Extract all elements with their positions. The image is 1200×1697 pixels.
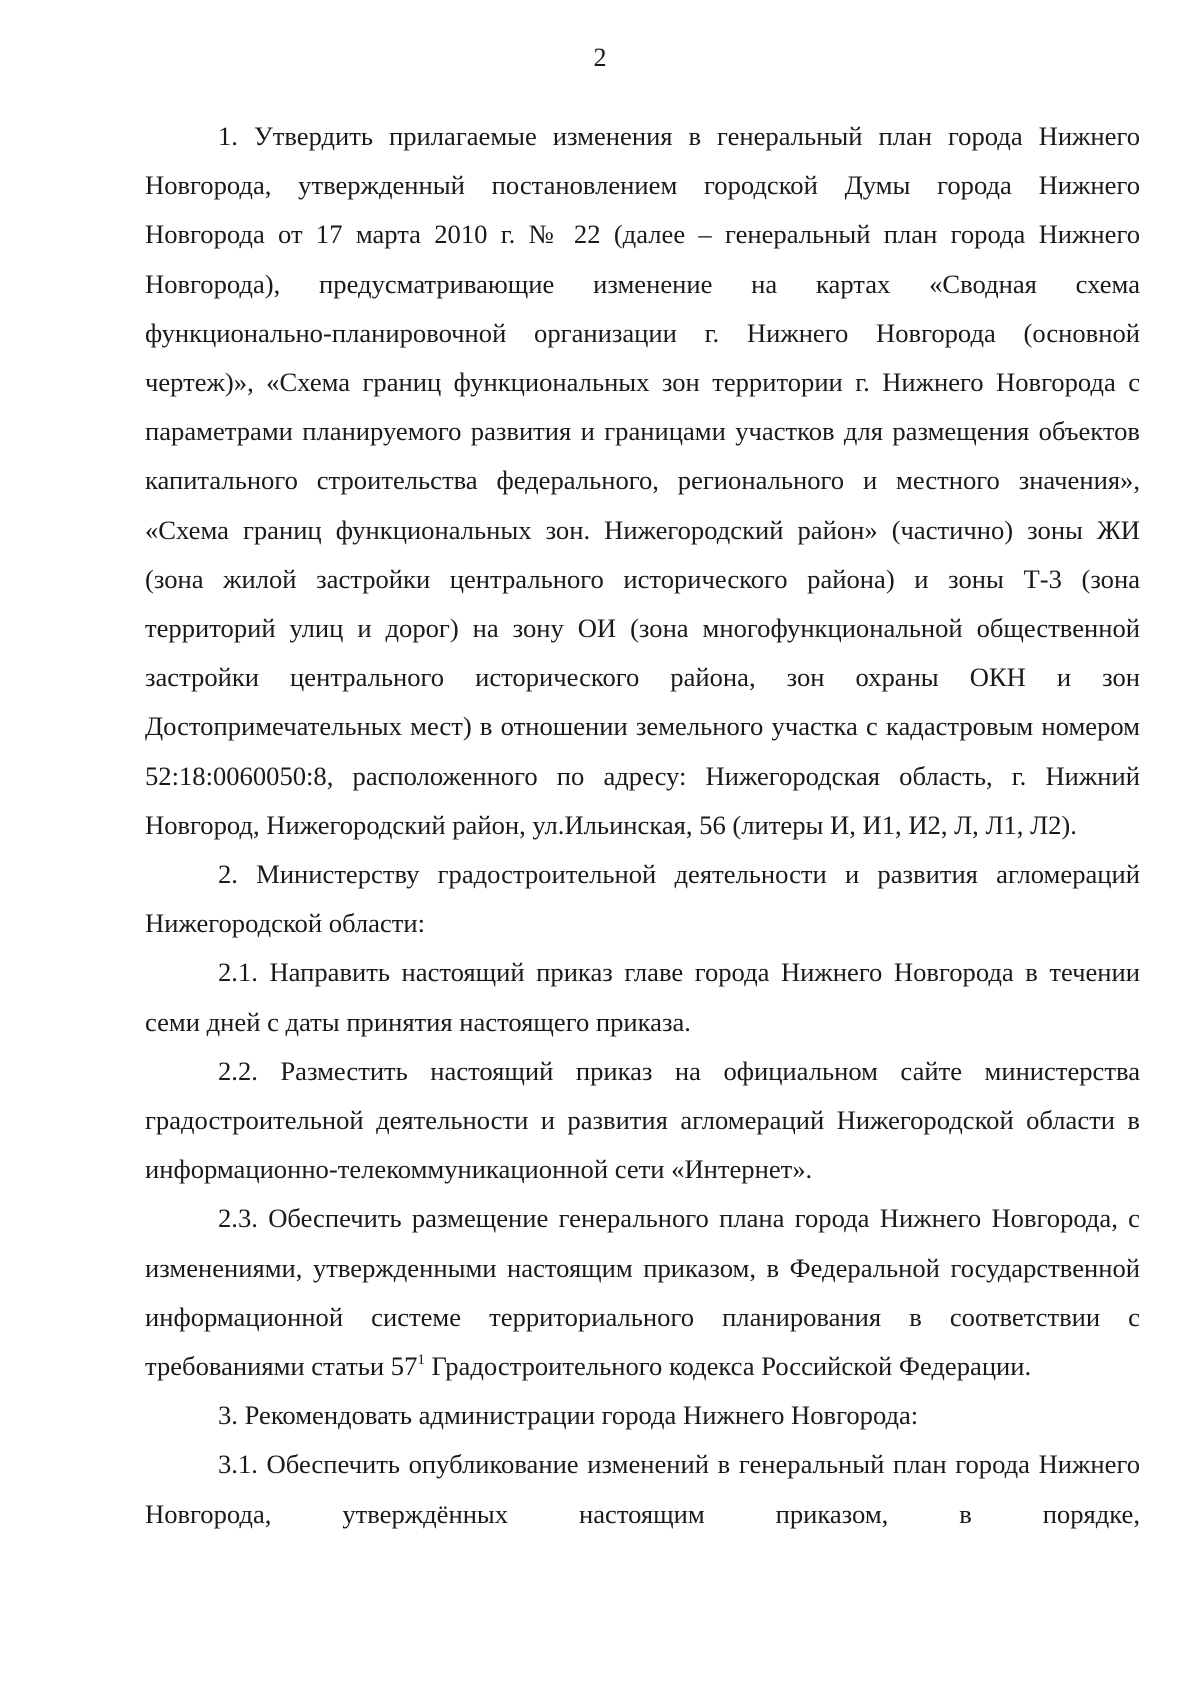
paragraph-2-1: 2.1. Направить настоящий приказ главе города Нижнего Новгорода в течении семи дней с даты принятия настоящего приказа.	[145, 957, 1140, 1037]
paragraph-3-1: 3.1. Обеспечить опубликование изменений в генеральный план города Нижнего Новгорода, утверждённых настоящим приказом, в порядке,	[145, 1449, 1140, 1529]
paragraph-3: 3. Рекомендовать администрации города Нижнего Новгорода:	[218, 1400, 919, 1431]
article-superscript: 1	[417, 1352, 425, 1369]
paragraph-2-2: 2.2. Разместить настоящий приказ на официальном сайте министерства градостроительной деятельности и развития агломераций Нижегородской области в информационно-телекоммуникационной сети «Интернет».	[145, 1055, 1140, 1185]
paragraph-2-3	[145, 1194, 1140, 1391]
document-body	[145, 112, 1140, 1539]
paragraph-2-3-text-end: Градостроительного кодекса Российской Федерации.	[424, 1351, 1032, 1382]
page-number: 2	[593, 43, 607, 72]
paragraph-2-3-text: 2.3. Обеспечить размещение генерального плана города Нижнего Новгорода, с изменениями, утвержденными настоящим приказом, в Федеральной государственной информационной системе территориального планирования в соответствии с требованиями статьи 57	[145, 1203, 1140, 1382]
paragraph-1: 1. Утвердить прилагаемые изменения в генеральный план города Нижнего Новгорода, утвержденный постановлением городской Думы города Нижнего Новгорода от 17 марта 2010 г. № 22 (далее – генеральный план города Нижнего Новгорода), предусматривающие изменение на картах «Сводная схема функционально-планировочной организации г. Нижнего Новгорода (основной чертеж)», «Схема границ функциональных зон территории г. Нижнего Новгорода с параметрами планируемого развития и границами участков для размещения объектов капитального строительства федерального, регионального и местного значения», «Схема границ функциональных зон. Нижегородский район» (частично) зоны ЖИ (зона жилой застройки центрального исторического района) и зоны Т-3 (зона территорий улиц и дорог) на зону ОИ (зона многофункциональной общественной застройки центрального исторического района, зон охраны ОКН и зон Достопримечательных мест) в отношении земельного участка с кадастровым номером 52:18:0060050:8, расположенного по адресу: Нижегородская область, г. Нижний Новгород, Нижегородский район, ул.Ильинская, 56 (литеры И, И1, И2, Л, Л1, Л2).	[145, 121, 1140, 840]
paragraph-2: 2. Министерству градостроительной деятельности и развития агломераций Нижегородской области:	[145, 859, 1140, 939]
